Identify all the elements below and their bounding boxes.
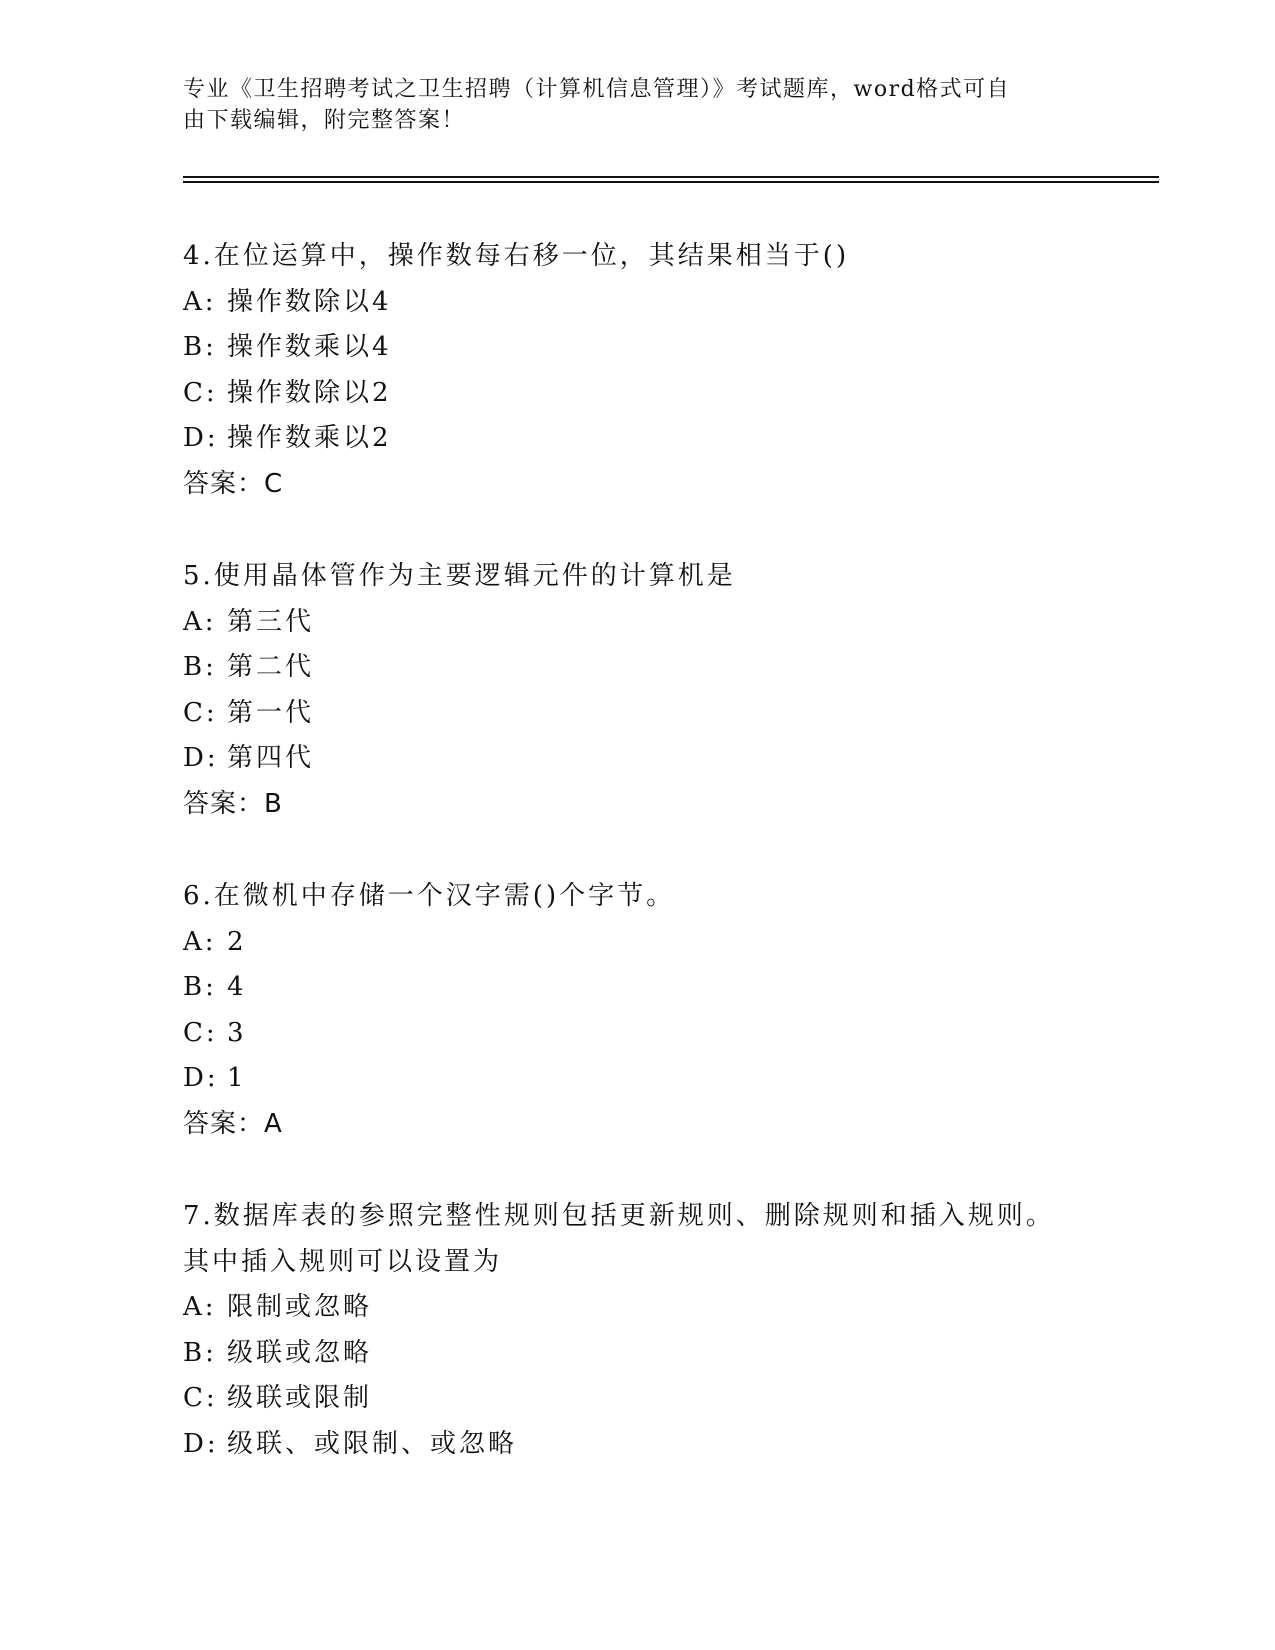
- option-text: 第一代: [227, 697, 315, 728]
- option-letter: B:: [183, 332, 217, 362]
- option-d: [183, 736, 1083, 782]
- question-6: [183, 874, 1083, 1147]
- option-a: [183, 600, 1083, 646]
- header-line-2: 由下载编辑，附完整答案！: [183, 108, 466, 133]
- option-text: 级联、或限制、或忽略: [227, 1428, 518, 1459]
- option-letter: C:: [183, 697, 218, 728]
- option-letter: A:: [183, 286, 217, 317]
- option-text: 限制或忽略: [227, 1292, 373, 1322]
- option-text: 操作数乘以2: [227, 423, 392, 453]
- answer-line: 答案：B: [183, 788, 283, 819]
- option-text: 1: [227, 1063, 247, 1093]
- option-text: 级联或忽略: [227, 1337, 373, 1368]
- header-divider-top: [183, 176, 1159, 178]
- option-b: [183, 645, 1083, 691]
- option-text: 2: [227, 926, 247, 957]
- option-letter: A:: [183, 926, 217, 957]
- option-letter: D:: [183, 423, 219, 453]
- question-stem: 7.数据库表的参照完整性规则包括更新规则、删除规则和插入规则。: [183, 1201, 1055, 1231]
- option-letter: A:: [183, 1292, 217, 1322]
- question-4: [183, 234, 1083, 507]
- document-header: [183, 74, 1083, 136]
- option-text: 第四代: [227, 743, 315, 773]
- option-text: 操作数除以4: [227, 286, 392, 317]
- answer-line: 答案：A: [183, 1108, 283, 1139]
- question-stem: 4.在位运算中，操作数每右移一位，其结果相当于(): [183, 241, 850, 271]
- option-letter: C:: [183, 377, 218, 408]
- option-d: [183, 1056, 1083, 1102]
- option-text: 操作数除以2: [227, 377, 392, 408]
- option-a: [183, 1285, 1083, 1331]
- question-stem: 6.在微机中存储一个汉字需()个字节。: [183, 881, 676, 911]
- option-c: [183, 691, 1083, 737]
- option-a: [183, 280, 1083, 326]
- answer-line: 答案：C: [183, 468, 284, 499]
- header-divider-bottom: [183, 181, 1159, 183]
- option-letter: B:: [183, 972, 217, 1002]
- option-text: 3: [227, 1017, 247, 1048]
- header-line-1: 专业《卫生招聘考试之卫生招聘（计算机信息管理）》考试题库，word格式可自: [183, 77, 1011, 102]
- option-letter: D:: [183, 1428, 219, 1459]
- option-text: 操作数乘以4: [227, 332, 392, 362]
- option-letter: D:: [183, 1063, 219, 1093]
- option-letter: C:: [183, 1017, 218, 1048]
- option-b: [183, 965, 1083, 1011]
- option-c: [183, 1376, 1083, 1422]
- option-a: [183, 920, 1083, 966]
- option-letter: A:: [183, 606, 217, 637]
- option-text: 第二代: [227, 652, 315, 682]
- option-letter: D:: [183, 743, 219, 773]
- option-c: [183, 371, 1083, 417]
- option-letter: B:: [183, 652, 217, 682]
- option-text: 级联或限制: [227, 1383, 373, 1413]
- option-letter: B:: [183, 1337, 217, 1368]
- question-stem: 5.使用晶体管作为主要逻辑元件的计算机是: [183, 561, 736, 591]
- option-d: [183, 1422, 1083, 1468]
- question-7: [183, 1194, 1083, 1467]
- option-b: [183, 325, 1083, 371]
- option-b: [183, 1331, 1083, 1377]
- option-c: [183, 1011, 1083, 1057]
- question-stem-continued: 其中插入规则可以设置为: [183, 1246, 503, 1277]
- option-letter: C:: [183, 1383, 218, 1413]
- option-text: 第三代: [227, 606, 315, 637]
- question-5: [183, 554, 1083, 827]
- option-d: [183, 416, 1083, 462]
- option-text: 4: [227, 972, 247, 1002]
